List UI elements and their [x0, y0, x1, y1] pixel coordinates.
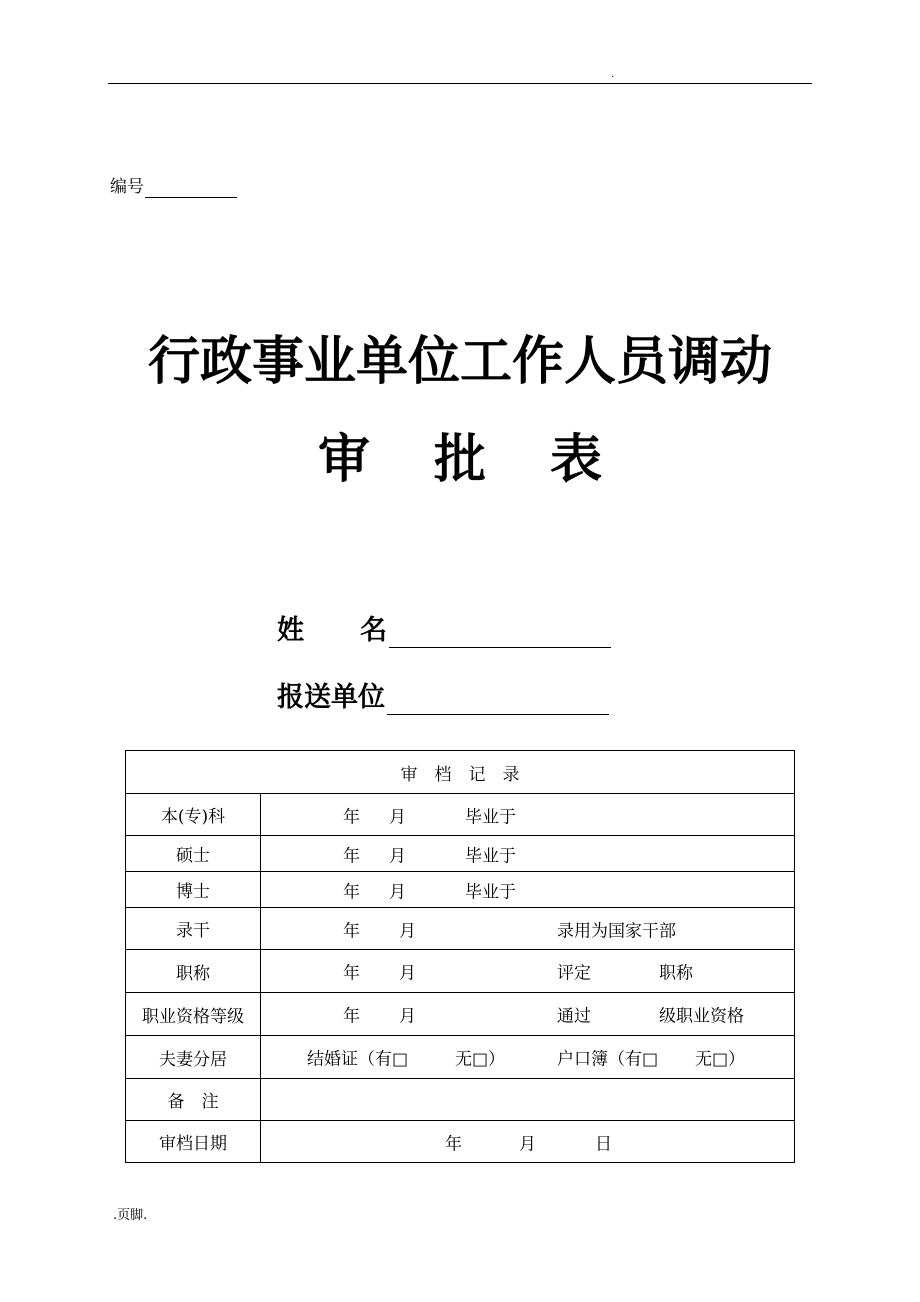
year-label: 年	[445, 1134, 462, 1154]
month-label: 月	[399, 1006, 416, 1027]
header-rule	[108, 83, 812, 84]
name-label-second: 名	[360, 615, 387, 646]
passed-label: 通过	[557, 1006, 591, 1027]
form-title-line2: 审批表	[317, 430, 666, 490]
row-value[interactable]	[261, 993, 795, 1036]
day-label: 日	[595, 1134, 612, 1154]
table-row	[126, 872, 795, 908]
row-value[interactable]	[261, 1036, 795, 1079]
month-label: 月	[389, 846, 406, 866]
table-row	[126, 1036, 795, 1079]
name-blank[interactable]	[389, 617, 611, 648]
table-heading-text: 审 档 记 录	[400, 764, 520, 785]
document-number	[110, 176, 237, 198]
graduated-label: 毕业于	[465, 846, 516, 866]
row-value[interactable]	[261, 794, 795, 836]
graduated-label: 毕业于	[465, 882, 516, 902]
header-dot: .	[611, 69, 615, 80]
row-label: 夫妻分居	[126, 1036, 261, 1079]
qualification-label: 级职业资格	[659, 1006, 744, 1027]
table-row	[126, 794, 795, 836]
year-label: 年	[343, 1006, 360, 1027]
row-value[interactable]	[261, 950, 795, 993]
graduated-label: 毕业于	[465, 807, 516, 827]
unit-blank[interactable]	[387, 684, 609, 715]
table-row	[126, 836, 795, 872]
table-row	[126, 993, 795, 1036]
marriage-cert-label: 结婚证（有□	[307, 1049, 409, 1070]
table-row	[126, 1121, 795, 1163]
year-label: 年	[343, 846, 360, 866]
row-label: 博士	[126, 872, 261, 908]
row-value[interactable]	[261, 872, 795, 908]
month-label: 月	[389, 882, 406, 902]
row-label: 审档日期	[126, 1121, 261, 1163]
month-label: 月	[519, 1134, 536, 1154]
document-number-label: 编号	[110, 177, 144, 197]
unit-field	[277, 681, 609, 715]
assessed-label: 评定	[557, 963, 591, 984]
table-heading-row	[126, 751, 795, 794]
row-value[interactable]	[261, 908, 795, 950]
row-label: 硕士	[126, 836, 261, 872]
title-label: 职称	[659, 963, 693, 984]
form-title-line1: 行政事业单位工作人员调动	[147, 332, 772, 392]
year-label: 年	[343, 807, 360, 827]
remarks-value[interactable]	[261, 1079, 795, 1121]
row-value[interactable]	[261, 1121, 795, 1163]
row-label: 职称	[126, 950, 261, 993]
marriage-cert-none-label: 无□）	[455, 1049, 506, 1070]
year-label: 年	[343, 963, 360, 984]
table-heading	[126, 751, 795, 794]
row-label: 本(专)科	[126, 794, 261, 836]
household-register-none-label: 无□）	[695, 1049, 746, 1070]
cadre-label: 录用为国家干部	[557, 921, 676, 941]
month-label: 月	[389, 807, 406, 827]
name-field	[277, 614, 611, 648]
year-label: 年	[343, 921, 360, 941]
table-row	[126, 1079, 795, 1121]
document-number-blank[interactable]	[145, 179, 237, 198]
month-label: 月	[399, 963, 416, 984]
audit-record-table	[125, 750, 795, 1163]
row-value[interactable]	[261, 836, 795, 872]
month-label: 月	[399, 921, 416, 941]
household-register-label: 户口簿（有□	[557, 1049, 659, 1070]
unit-label: 报送单位	[277, 682, 385, 713]
row-label: 备 注	[126, 1079, 261, 1121]
row-label: 录干	[126, 908, 261, 950]
table-row	[126, 908, 795, 950]
table-row	[126, 950, 795, 993]
year-label: 年	[343, 882, 360, 902]
name-label-first: 姓	[277, 615, 304, 646]
row-label: 职业资格等级	[126, 993, 261, 1036]
page-footer: .页脚.	[113, 1208, 148, 1223]
